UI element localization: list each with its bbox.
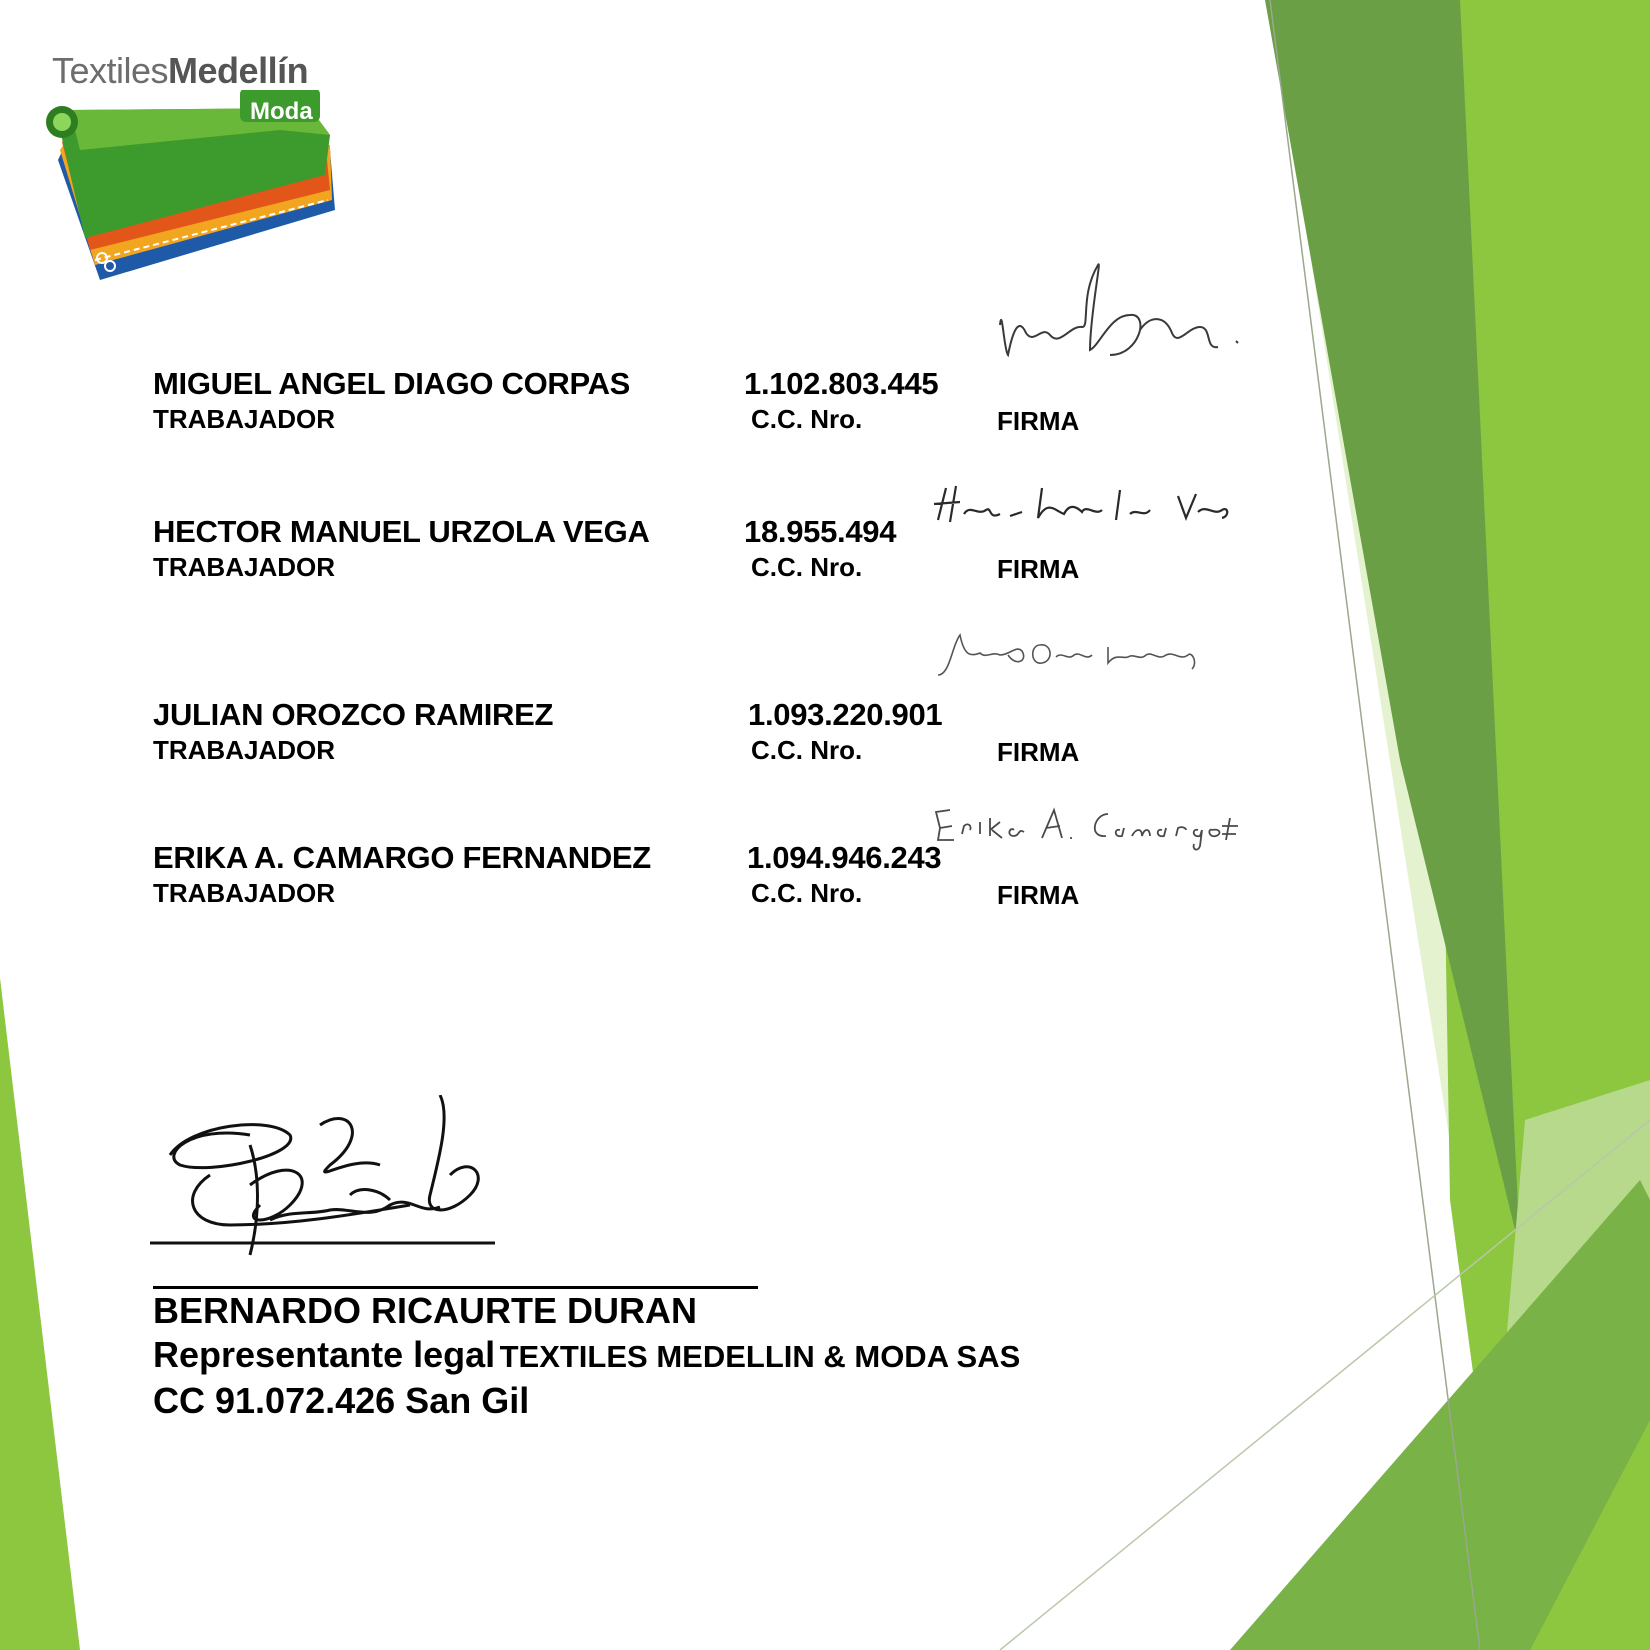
company-name: TEXTILES MEDELLIN & MODA SAS — [499, 1339, 1021, 1374]
id-label: C.C. Nro. — [751, 404, 863, 434]
handwritten-signature — [930, 625, 1220, 685]
logo-subtitle: Moda — [250, 98, 313, 125]
handwritten-signature — [930, 800, 1240, 860]
representative-title — [153, 1334, 1020, 1376]
signatory-name: JULIAN OROZCO RAMIREZ — [153, 697, 554, 732]
id-label: C.C. Nro. — [751, 552, 863, 582]
logo-wordmark — [52, 50, 308, 92]
signatory-id-number: 1.094.946.243 — [747, 840, 942, 875]
signatory-role: TRABAJADOR — [153, 552, 335, 582]
signatory-role: TRABAJADOR — [153, 404, 335, 434]
company-logo — [40, 50, 340, 260]
signature-label: FIRMA — [997, 554, 1080, 584]
signatory-id-number: 18.955.494 — [744, 514, 897, 549]
representative-title-prefix: Representante legal — [153, 1334, 496, 1375]
id-label: C.C. Nro. — [751, 735, 863, 765]
logo-word-textiles: Textiles — [52, 50, 169, 91]
logo-word-medellin: Medellín — [168, 50, 309, 91]
signatory-name: ERIKA A. CAMARGO FERNANDEZ — [153, 840, 651, 875]
signatory-name: MIGUEL ANGEL DIAGO CORPAS — [153, 366, 631, 401]
signatory-name: HECTOR MANUEL URZOLA VEGA — [153, 514, 650, 549]
representative-name: BERNARDO RICAURTE DURAN — [153, 1290, 697, 1331]
signature-label: FIRMA — [997, 406, 1080, 436]
signatory-id-number: 1.102.803.445 — [744, 366, 939, 401]
handwritten-signature — [990, 255, 1250, 385]
signatory-role: TRABAJADOR — [153, 878, 335, 908]
signature-label: FIRMA — [997, 737, 1080, 767]
representative-id: CC 91.072.426 San Gil — [153, 1380, 530, 1421]
handwritten-signature — [930, 480, 1240, 540]
signatory-role: TRABAJADOR — [153, 735, 335, 765]
representative-signature — [150, 1095, 500, 1260]
signature-label: FIRMA — [997, 880, 1080, 910]
id-label: C.C. Nro. — [751, 878, 863, 908]
signatory-id-number: 1.093.220.901 — [748, 697, 943, 732]
signature-line — [153, 1286, 758, 1289]
